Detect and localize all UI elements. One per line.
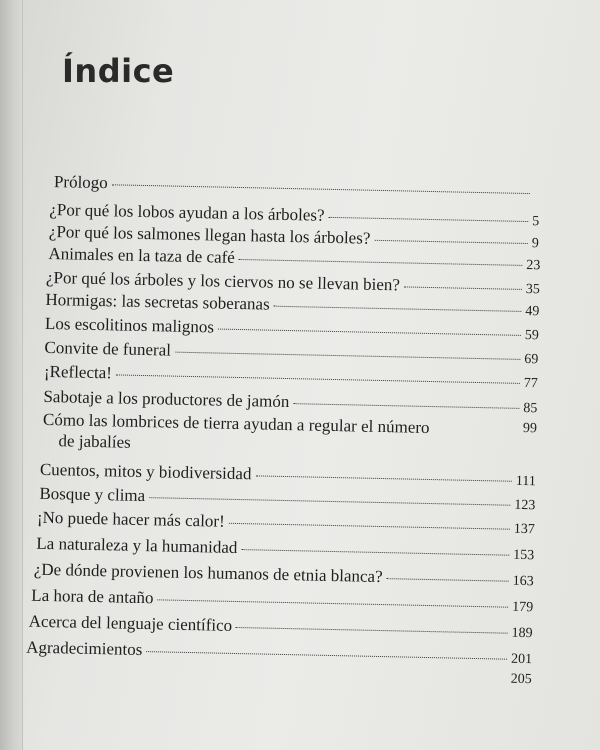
dot-leader [157,598,508,607]
toc-entry-page: 85 [523,400,538,417]
toc-entry-title: ¿Por qué los lobos ayudan a los árboles? [49,199,325,225]
toc-entry [42,409,537,461]
dot-leader [239,258,523,266]
toc-entry-page: 179 [511,599,534,616]
toc-entry-title: ¿Por qué los árboles y los ciervos no se llevan bien? [45,267,401,295]
toc-entry-page: 99 [522,420,538,437]
dot-leader [236,626,508,634]
toc-entry [34,560,534,590]
toc-entry-page: 59 [524,327,540,344]
toc-entry-page: 111 [515,473,536,490]
toc-entry-page: 123 [514,497,536,514]
dot-leader [116,373,520,383]
toc-entry [29,612,533,643]
toc-entry-title: Acerca del lenguaje científico [28,611,233,635]
dot-leader [293,402,519,409]
dot-leader [374,239,527,244]
dot-leader [146,650,507,660]
toc-entry-page: 5 [532,214,540,230]
toc-entry-title-line-2: de jabalíes [58,431,131,452]
toc-entry [36,534,534,564]
dot-leader [112,183,530,194]
toc-entry-page: 189 [511,625,533,642]
toc-entry-page: 69 [524,351,539,368]
toc-entry-page: 153 [513,547,535,564]
toc-entry-title: ¿Por qué los salmones llegan hasta los árboles? [48,221,371,248]
toc-entry-page: 77 [523,375,538,392]
toc-entry-title: Hormigas: las secretas soberanas [45,289,270,314]
toc-entry-page: 9 [531,236,539,252]
toc-entry [31,586,533,617]
dot-leader [274,305,522,312]
toc-entry-page: 201 [510,651,533,668]
toc-entry-title: ¿De dónde provienen los humanos de etnia blanca? [33,559,383,587]
toc-entry-title-line-1: Cómo las lombrices de tierra ayudan a regular el número [42,409,430,438]
dot-leader [404,285,522,289]
dot-leader [175,351,520,360]
toc-entry-page: 163 [512,573,534,590]
toc-entry-title: La hora de antaño [31,585,154,608]
toc-entry-page: 49 [525,303,540,320]
dot-leader [149,496,510,506]
dot-leader [255,474,511,481]
toc-entry-title: Animales en la taza de café [48,243,236,267]
toc-entry-page: 23 [526,257,541,274]
toc-entry-title: La naturaleza y la humanidad [36,533,238,558]
toc-entry-page: 35 [525,281,540,298]
toc-entry-title [42,409,429,459]
page-title: Índice [62,52,175,90]
toc-entry-title: Agradecimientos [26,637,143,660]
toc-entry-title: Cuentos, mitos y biodiversidad [39,459,252,484]
dot-leader [387,577,509,582]
toc-entry-title: ¡No puede hacer más calor! [36,507,225,531]
toc-entry-title: Bosque y clima [39,483,146,506]
dot-leader [229,522,510,530]
toc-entry-title: Sabotaje a los productores de jamón [43,386,290,412]
dot-leader [329,216,529,222]
toc-entry-page: 205 [510,671,532,688]
dot-leader [218,328,521,336]
toc-entry-title: Convite de funeral [44,337,172,360]
toc-entry-page: 137 [513,521,535,538]
toc-entry-title: Los escolitinos malignos [44,313,215,337]
toc-entry-title: ¡Reflecta! [43,361,113,383]
toc-entry-title: Prólogo [53,172,108,193]
toc-entry [54,172,534,202]
dot-leader [241,548,509,556]
